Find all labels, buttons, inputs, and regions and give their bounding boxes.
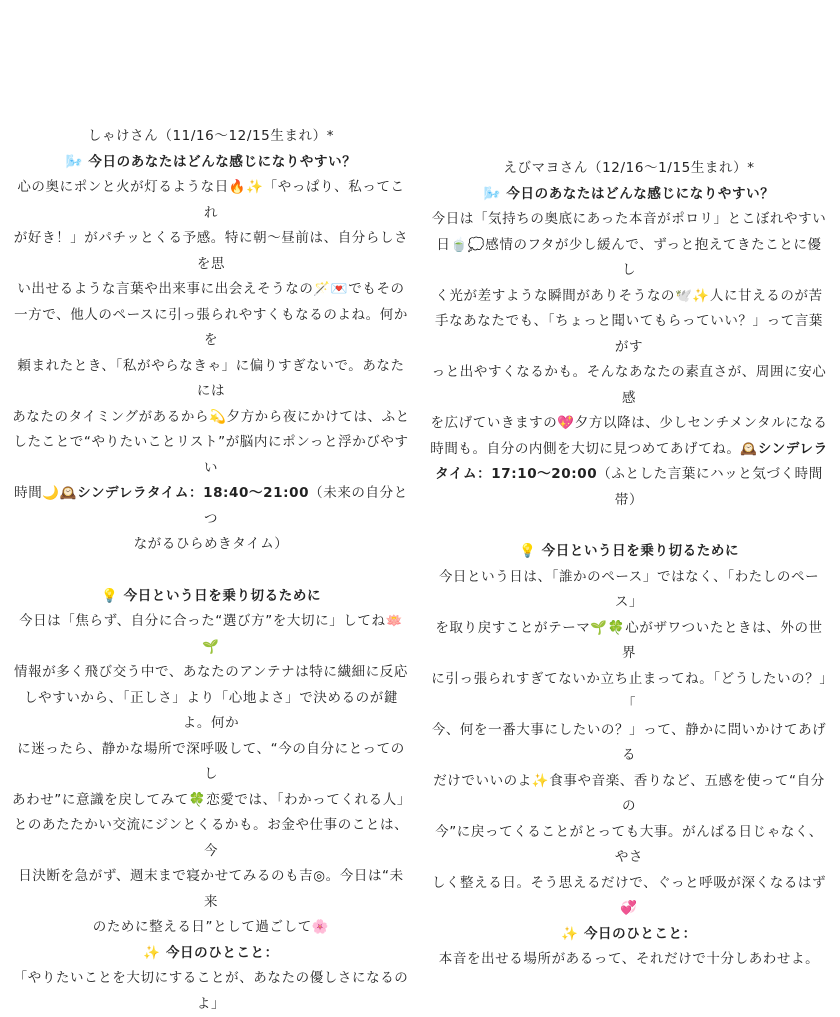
section-line: に引っ張られすぎてないか立ち止まってね。「どうしたいの？」「: [431, 670, 827, 712]
body-line: が好き！」がパチッとくる予感。特に朝〜昼前は、自分らしさを思: [13, 230, 409, 272]
section-heading: 💡 今日という日を乗り切るために: [518, 543, 740, 559]
body-line: く光が差すような瞬間がありそうなの🕊️✨人に甘えるのが苦: [435, 287, 823, 304]
cinderella-note: （未来の自分とつ: [203, 485, 408, 527]
body-line: を広げていきますの💖夕方以降は、少しセンチメンタルになる: [430, 415, 828, 431]
cinderella-note: （ふとした言葉にハッと気づく時間帯）: [597, 466, 823, 508]
cinderella-prefix: 時間も。自分の内側を大切に見つめてあげてね。🕰️: [430, 440, 758, 457]
body-line: 心の奥にポンと火が灯るような日🔥✨「やっぱり、私ってこれ: [17, 179, 405, 221]
cinderella-time: シンデレラタイム：18:40〜21:00: [77, 485, 310, 501]
sign-header: しゃけさん（11/16〜12/15生まれ）*: [87, 128, 335, 144]
question-heading: 🌬️ 今日のあなたはどんな感じになりやすい？: [65, 153, 357, 170]
cinderella-note-end: ながるひらめきタイム）: [133, 536, 289, 552]
section-line: に迷ったら、静かな場所で深呼吸して、“今の自分にとってのし: [17, 740, 405, 782]
cinderella-line-2: [430, 462, 828, 513]
section-line: 情報が多く飛び交う中で、あなたのアンテナは特に繊細に反応: [14, 664, 408, 680]
cinderella-line: [430, 437, 828, 463]
section-line: だけでいいのよ✨食事や音楽、香りなど、五感を使って“自分の: [433, 772, 825, 814]
body-line: 日🍵💭感情のフタが少し緩んで、ずっと抱えてきたことに優し: [436, 236, 822, 278]
section-line: のために整える日”として過ごして🌸: [92, 919, 330, 935]
section-heading: 💡 今日という日を乗り切るために: [100, 587, 322, 604]
section-line: 今日は「焦らず、自分に合った“選び方”を大切に」してね🪷🌱: [18, 613, 404, 655]
cinderella-title: シンデレラ: [757, 440, 828, 457]
sign-header: えびマヨさん（12/16〜1/15生まれ）*: [503, 160, 755, 176]
body-line: したことで“やりたいことリスト”が脳内にポンっと浮かびやすい: [13, 434, 409, 476]
word-text: 「やりたいことを大切にすることが、あなたの優しさになるのよ」: [13, 970, 409, 1012]
word-text: 本音を出せる場所があるって、それだけで十分しあわせよ。: [438, 951, 820, 967]
cinderella-time: タイム：17:10〜20:00: [435, 466, 598, 482]
section-line: 今日という日は、「誰かのペース」ではなく、「わたしのペース」: [438, 568, 820, 610]
left-column: [12, 124, 410, 1017]
section-line: 今、何を一番大事にしたいの？」って、静かに問いかけてあげる: [431, 721, 827, 763]
body-line: 今日は「気持ちの奥底にあった本音がポロリ」とこぼれやすい: [431, 211, 827, 227]
section-line: 日決断を急がず、週末まで寝かせてみるのも吉◎。今日は“未来: [18, 868, 404, 910]
section-line: とのあたたかい交流にジンとくるかも。お金や仕事のことは、今: [13, 817, 409, 859]
body-line: い出せるような言葉や出来事に出会えそうなの🪄💌でもその: [17, 281, 405, 297]
body-line: 手なあなたでも、「ちょっと聞いてもらっていい？」って言葉がす: [434, 313, 824, 355]
body-line: あなたのタイミングがあるから💫夕方から夜にかけては、ふと: [12, 408, 410, 425]
section-line: 今”に戻ってくることがとっても大事。がんばる日じゃなく、やさ: [435, 823, 823, 865]
section-line: しやすいから、「正しさ」より「心地よさ」で決めるのが鍵よ。何か: [24, 689, 398, 731]
cinderella-prefix: 時間🌙🕰️: [14, 485, 78, 501]
word-heading: ✨ 今日のひとこと：: [143, 944, 279, 961]
section-line: あわせ”に意識を戻してみて🍀恋愛では、「わかってくれる人」: [12, 791, 411, 808]
section-line: を取り戻すことがテーマ🌱🍀心がザワついたときは、外の世界: [435, 619, 823, 661]
cinderella-line: [12, 481, 410, 532]
word-heading: ✨ 今日のひとこと：: [561, 925, 697, 942]
body-line: っと出やすくなるかも。そんなあなたの素直さが、周囲に安心感: [431, 364, 827, 406]
question-heading: 🌬️ 今日のあなたはどんな感じになりやすい？: [483, 185, 775, 202]
section-line: しく整える日。そう思えるだけで、ぐっと呼吸が深くなるはず💞: [431, 874, 827, 916]
right-column: [430, 156, 828, 973]
body-line: 頼まれたとき、「私がやらなきゃ」に偏りすぎないで。あなたには: [17, 357, 405, 399]
body-line: 一方で、他人のペースに引っ張られやすくもなるのよね。何かを: [14, 306, 408, 348]
